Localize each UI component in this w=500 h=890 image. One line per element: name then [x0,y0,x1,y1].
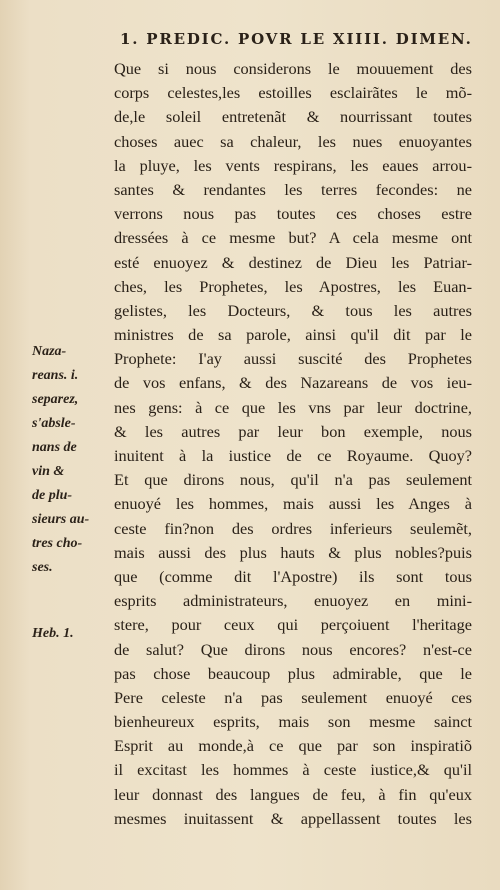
margin-note: ses. [32,560,53,575]
text-line: ceste fin?non des ordres inferieurs seulemẽt, [114,518,472,538]
text-line: il excitast les hommes à ceste iustice,& qu'il [114,760,472,780]
text-line: Prophete: I'ay aussi suscité des Prophetes [114,349,472,369]
text-line: corps celestes,les estoilles esclairãtes le mõ- [114,83,472,103]
text-line: Que si nous considerons le mouuement des [114,59,472,78]
margin-note: sieurs au- [32,512,90,527]
text-line: dressées à ce mesme but? A cela mesme ont [114,228,472,248]
margin-note: nans de [32,440,77,455]
text-line: mais aussi des plus hauts & plus nobles?puis [114,542,472,562]
text-line: nes gens: à ce que les vns par leur doctrine, [114,397,472,417]
margin-note: separez, [32,392,79,407]
text-line: esprits administrateurs, enuoyez en mini- [114,591,472,611]
text-line: leur donnast des langues de feu, à fin qu'eux [114,784,472,804]
text-line: la pluye, les vents respirans, les eaues arrou- [114,155,472,175]
text-line: ministres de sa parole, ainsi qu'il dit par le [114,325,472,345]
text-line: que (comme dit l'Apostre) ils sont tous [114,566,472,586]
main-text-column [114,57,472,831]
text-line: pas chose beaucoup plus admirable, que le [114,663,472,683]
text-line: esté enuoyez & destinez de Dieu les Patriar- [114,252,472,272]
text-line: de vos enfans, & des Nazareans de vos ieu- [114,373,472,393]
margin-note: s'absle- [32,416,76,431]
text-line: & les autres par leur bon exemple, nous [114,421,472,441]
text-line: santes & rendantes les terres fecondes: ne [114,179,472,199]
text-line: inuitent à la iustice de ce Royaume. Quoy? [114,446,472,465]
margin-note: vin & [32,464,65,479]
text-line: mesmes inuitassent & appellassent toutes les [114,808,472,828]
margin-note: reans. i. [32,368,79,383]
margin-note: de plu- [32,488,73,503]
text-line: ches, les Prophetes, les Apostres, les Euan- [114,276,472,296]
text-line: Pere celeste n'a pas seulement enuoyé ces [114,687,472,707]
text-line: bienheureux esprits, mais son mesme sainct [114,712,472,732]
text-line: gelistes, les Docteurs, & tous les autres [114,300,472,320]
text-line: de salut? Que dirons nous encores? n'est-ce [114,639,472,659]
text-line: stere, pour ceux qui perçoiuent l'heritage [114,615,472,635]
text-line: enuoyé les hommes, mais aussi les Anges à [114,494,472,514]
text-line: Et que dirons nous, qu'il n'a pas seulement [114,470,472,490]
text-line: verrons nous pas toutes ces choses estre [114,204,472,224]
margin-note: tres cho- [32,536,83,551]
text-line: de,le soleil entretenãt & nourrissant toutes [114,107,472,127]
running-header: 1. PREDIC. POVR LE XIIII. DIMEN. [120,30,473,48]
margin-note: Heb. 1. [32,626,74,641]
margin-note: Naza- [32,344,67,359]
text-line: choses auec sa chaleur, les nues enuoyantes [114,131,472,151]
text-line: Esprit au monde,à ce que par son inspiratiõ [114,736,472,756]
